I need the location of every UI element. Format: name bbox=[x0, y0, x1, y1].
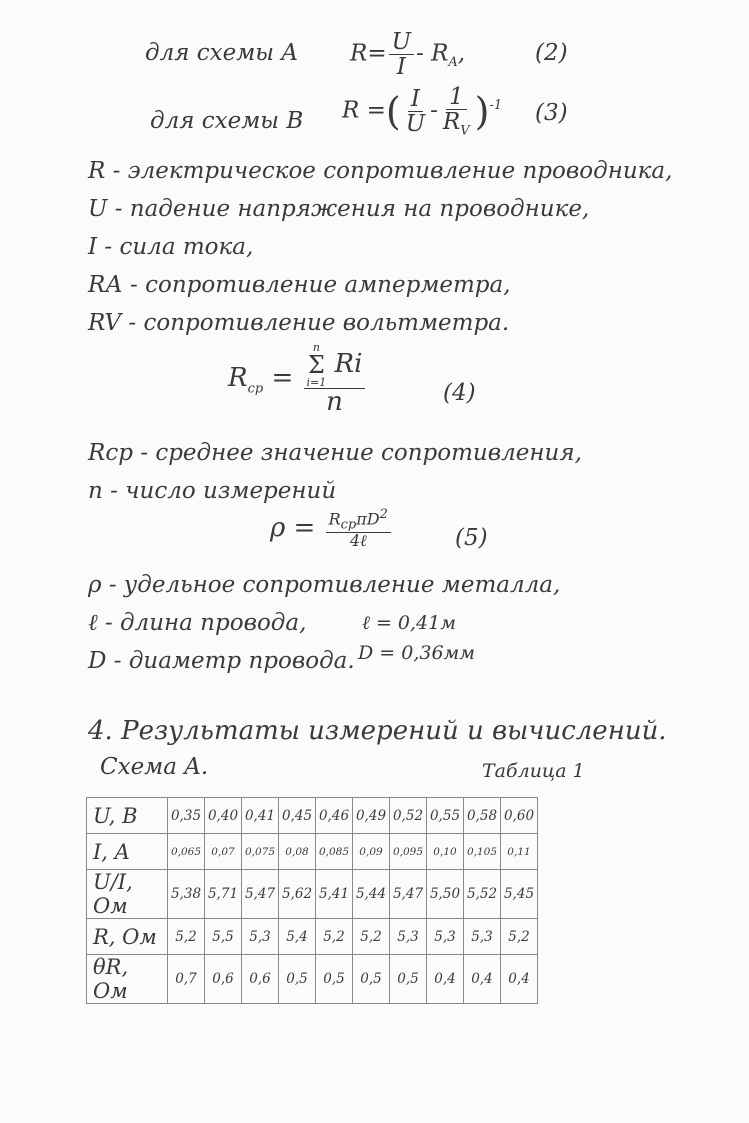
table-row bbox=[87, 870, 538, 919]
table-cell: 5,41 bbox=[316, 870, 353, 919]
table-cell: 5,3 bbox=[390, 919, 427, 955]
table-cell: 5,3 bbox=[427, 919, 464, 955]
table-cell: 0,55 bbox=[427, 798, 464, 834]
table-cell: 0,41 bbox=[242, 798, 279, 834]
diameter-value: D = 0,36мм bbox=[358, 642, 476, 664]
table-row bbox=[87, 834, 538, 870]
table-cell: 5,52 bbox=[464, 870, 501, 919]
table-cell: 0,5 bbox=[279, 955, 316, 1004]
table-cell: 5,2 bbox=[501, 919, 538, 955]
formula-3-number: (3) bbox=[535, 100, 568, 126]
table-cell: 0,11 bbox=[501, 834, 538, 870]
table-cell: 0,5 bbox=[390, 955, 427, 1004]
row-header: θR, Ом bbox=[87, 955, 168, 1004]
table-cell: 0,58 bbox=[464, 798, 501, 834]
row-header: R, Ом bbox=[87, 919, 168, 955]
table-cell: 0,7 bbox=[168, 955, 205, 1004]
length-value: ℓ = 0,41м bbox=[362, 612, 456, 634]
row-header: U/I, Ом bbox=[87, 870, 168, 919]
table-cell: 5,71 bbox=[205, 870, 242, 919]
row-header: I, A bbox=[87, 834, 168, 870]
table-cell: 5,47 bbox=[390, 870, 427, 919]
table-cell: 0,6 bbox=[242, 955, 279, 1004]
table-cell: 5,38 bbox=[168, 870, 205, 919]
table-row bbox=[87, 919, 538, 955]
table-cell: 0,4 bbox=[501, 955, 538, 1004]
row-header: U, B bbox=[87, 798, 168, 834]
table-cell: 0,40 bbox=[205, 798, 242, 834]
table-cell: 0,49 bbox=[353, 798, 390, 834]
table-cell: 0,45 bbox=[279, 798, 316, 834]
table-row bbox=[87, 798, 538, 834]
table-cell: 0,075 bbox=[242, 834, 279, 870]
table-cell: 5,4 bbox=[279, 919, 316, 955]
def-r: R - электрическое сопротивление проводника, bbox=[88, 158, 673, 184]
table-cell: 5,3 bbox=[464, 919, 501, 955]
table-cell: 0,105 bbox=[464, 834, 501, 870]
table-cell: 0,60 bbox=[501, 798, 538, 834]
formula-2: R= $\frac{U}{I}$ - $R_A$, bbox=[350, 29, 466, 81]
section-title: 4. Результаты измерений и вычислений. bbox=[88, 716, 667, 746]
def-ra: RА - сопротивление амперметра, bbox=[88, 272, 511, 298]
table-cell: 5,2 bbox=[168, 919, 205, 955]
def-d: D - диаметр провода. bbox=[88, 648, 355, 674]
def-l: ℓ - длина провода, bbox=[88, 610, 307, 636]
table-cell: 5,2 bbox=[353, 919, 390, 955]
table-cell: 0,5 bbox=[316, 955, 353, 1004]
table-row bbox=[87, 955, 538, 1004]
table-cell: 5,5 bbox=[205, 919, 242, 955]
table-cell: 0,46 bbox=[316, 798, 353, 834]
def-rho: ρ - удельное сопротивление металла, bbox=[88, 572, 561, 598]
table-cell: 0,10 bbox=[427, 834, 464, 870]
table-cell: 0,09 bbox=[353, 834, 390, 870]
table-cell: 0,5 bbox=[353, 955, 390, 1004]
formula-5-number: (5) bbox=[455, 525, 488, 551]
formula-4-number: (4) bbox=[443, 380, 476, 406]
section-subtitle: Схема A. bbox=[100, 754, 209, 780]
def-i: I - сила тока, bbox=[88, 234, 254, 260]
table-cell: 0,095 bbox=[390, 834, 427, 870]
table-cell: 0,52 bbox=[390, 798, 427, 834]
formula-3-label: для схемы B bbox=[150, 108, 304, 134]
formula-5: ρ = $\frac{R_{ср}\pi D^2}{\text{4ℓ}}$ bbox=[270, 508, 393, 550]
table-cell: 5,50 bbox=[427, 870, 464, 919]
formula-2-number: (2) bbox=[535, 40, 568, 66]
table-cell: 0,085 bbox=[316, 834, 353, 870]
table-cell: 5,44 bbox=[353, 870, 390, 919]
formula-3: R =( $\frac{I}{U}$ - $\frac{1}{R_V}$ )$^{-1}$ bbox=[342, 84, 503, 139]
table-cell: 0,4 bbox=[427, 955, 464, 1004]
table-cell: 5,47 bbox=[242, 870, 279, 919]
table-cell: 5,2 bbox=[316, 919, 353, 955]
table-label: Таблица 1 bbox=[482, 760, 585, 782]
formula-2-label: для схемы A bbox=[145, 40, 298, 66]
def-u: U - падение напряжения на проводнике, bbox=[88, 196, 590, 222]
table-cell: 5,45 bbox=[501, 870, 538, 919]
table-cell: 5,3 bbox=[242, 919, 279, 955]
results-table bbox=[86, 797, 538, 1004]
table-cell: 5,62 bbox=[279, 870, 316, 919]
table-cell: 0,065 bbox=[168, 834, 205, 870]
def-rcp: Rср - среднее значение сопротивления, bbox=[88, 440, 582, 466]
table-cell: 0,4 bbox=[464, 955, 501, 1004]
table-cell: 0,08 bbox=[279, 834, 316, 870]
formula-4: $R_{ср}$ = n Σ i=1 Ri n bbox=[228, 342, 367, 416]
def-n: n - число измерений bbox=[88, 478, 337, 504]
table-cell: 0,6 bbox=[205, 955, 242, 1004]
table-cell: 0,07 bbox=[205, 834, 242, 870]
table-cell: 0,35 bbox=[168, 798, 205, 834]
def-rv: RV - сопротивление вольтметра. bbox=[88, 310, 510, 336]
